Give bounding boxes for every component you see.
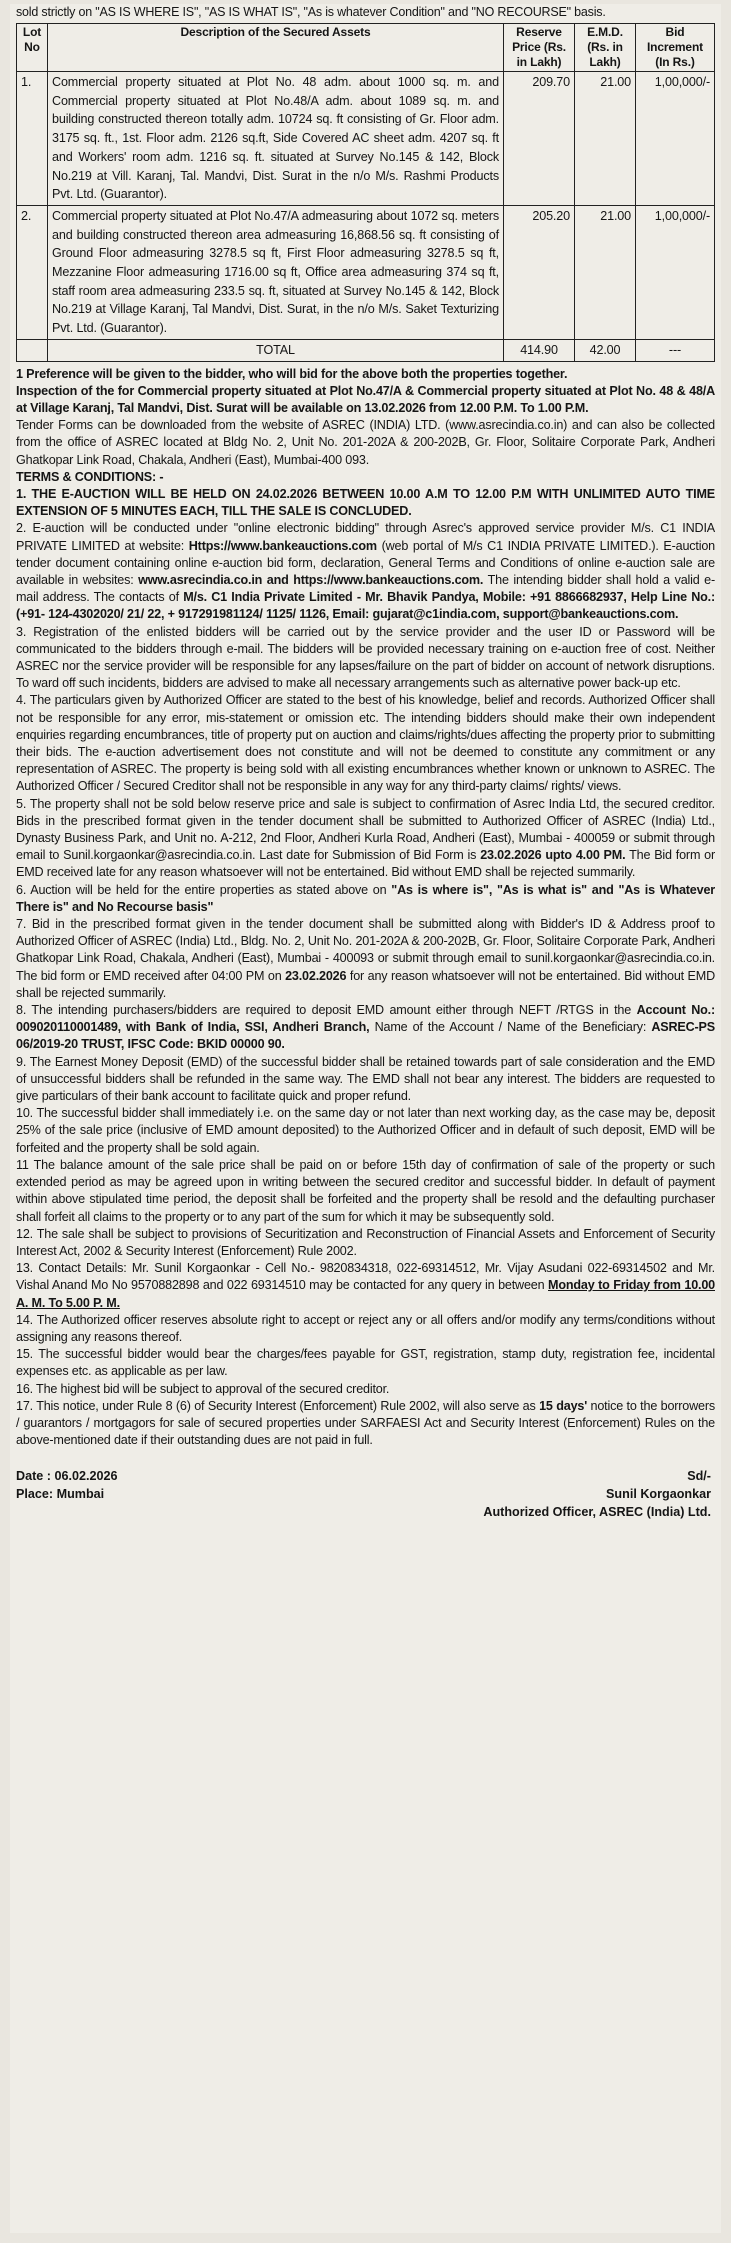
notice-page (10, 4, 721, 2233)
intro-text: sold strictly on "AS IS WHERE IS", "AS IS WHAT IS", "As is whatever Condition" and "NO RECOURSE" basis. (16, 5, 606, 19)
term-5 (16, 796, 715, 882)
emd-amount: 21.00 (575, 72, 636, 206)
notice-place: Place: Mumbai (16, 1487, 105, 1502)
asset-description: Commercial property situated at Plot No.47/A admeasuring about 1072 sq. meters and building constructed thereon area admeasuring 16,868.56 sq. ft consisting of Ground Floor admeasuring 3278.5 sq ft, First Floor admeasuring 3278.5 sq ft, Mezzanine Floor admeasuring 1716.00 sq ft, Office area admeasuring 374 sq ft, staff room area admeasuring 233.5 sq. ft, situated at Survey No.145 & 142, Block No.219 at Village Karanj, Tal Mandvi, Dist. Surat, in the n/o M/s. Saket Texturizing Pvt. Ltd. (Guarantor). (48, 205, 504, 339)
lot-number: 2. (17, 205, 48, 339)
term-8-part-c: Name of the Account / Name of the Beneficiary: (374, 1020, 647, 1035)
lot-header: Lot No (17, 24, 48, 72)
term-17-part-c: notice to the borrowers / guarantors / mortgagors for sale of secured properties under SARFAESI Act and Security Interest (Enforcement) Rules on the above-mentioned date if their outstanding dues are not paid in full. (16, 1398, 715, 1448)
term-6-part-a: 6. Auction will be held for the entire properties as stated above on (16, 882, 387, 897)
account-number: Account No.: 009020110001489, with Bank of India, SSI, Andheri Branch, (16, 1003, 716, 1035)
term-9: 9. The Earnest Money Deposit (EMD) of the successful bidder shall be retained towards part of sale consideration and the EMD of unsuccessful bidders shall be refunded in the same way. The EMD shall not bear any interest. The bidders are requested to give particulars of their bank account to facilitate quick and proper refund. (16, 1054, 715, 1104)
signatory-name: Sunil Korgaonkar (606, 1487, 711, 1502)
term-8 (16, 1002, 715, 1054)
term-16: 16. The highest bid will be subject to approval of the secured creditor. (16, 1381, 390, 1396)
bid-increment: 1,00,000/- (636, 205, 715, 339)
beneficiary: ASREC-PS 06/2019-20 TRUST, IFSC Code: BKID 00000 90. (16, 1020, 715, 1052)
total-reserve: 414.90 (504, 339, 575, 361)
term-2-part-e: The intending bidder shall hold a valid e-mail address. The contacts of (16, 572, 716, 605)
total-emd: 42.00 (575, 339, 636, 361)
emd-amount: 21.00 (575, 205, 636, 339)
term-6 (16, 882, 715, 916)
term-6-basis: "As is where is", "As is what is" and "As is Whatever There is" and No Recourse basis" (16, 882, 716, 914)
notice-body (16, 366, 715, 1450)
total-bid: --- (636, 339, 715, 361)
signature-block (483, 1467, 711, 1521)
bankeauctions-link[interactable]: Https://www.bankeauctions.com (188, 538, 377, 553)
total-row (17, 339, 715, 361)
total-label: TOTAL (48, 339, 504, 361)
inspection-text: Inspection of the for Commercial property situated at Plot No.47/A & Commercial property situated at Plot No. 48 & 48/A at Village Karanj, Tal Mandvi, Dist. Surat will be available on 13.02.2026 from 12.00 P.M. To 1.00 P.M. (16, 383, 715, 415)
emd-header: E.M.D. (Rs. in Lakh) (575, 24, 636, 72)
lot-number: 1. (17, 72, 48, 206)
term-4: 4. The particulars given by Authorized Officer are stated to the best of his knowledge, belief and records. Authorized Officer shall not be responsible for any error, mis-statement or omission etc. The intending bidders should make their own independent enquiries regarding encumbrances, title of property put on auction and claims/rights/dues affecting the property prior to submitting their bids. The e-auction advertisement does not constitute and will not be deemed to constitute any commitment or any representation of ASREC. The property is being sold with all existing encumbrances whether known or unknown to ASREC. The Authorized Officer / Secured Creditor shall not be responsible in any way for any third-party claims/ rights/ views. (16, 693, 715, 794)
description-header: Description of the Secured Assets (48, 24, 504, 72)
table-row (17, 205, 715, 339)
secured-assets-table (16, 23, 715, 362)
term-5-part-c: The Bid form or EMD received late for any reason whatsoever will not be entertained. Bid without EMD shall be rejected summarily. (16, 848, 716, 880)
term-3: 3. Registration of the enlisted bidders will be carried out by the service provider and the user ID or Password will be communicated to the bidders through e-mail. The bidders will be provided necessary training on e-auction free of cost. Neither ASREC nor the service provider will be responsible for any lapses/failure on the part of bidder on account of network disruptions. To ward off such incidents, bidders are advised to make all necessary arrangements such as alternative power back-up etc. (16, 624, 715, 691)
term-13 (16, 1260, 715, 1312)
term-7 (16, 916, 715, 1002)
term-7-part-a: 7. Bid in the prescribed format given in the tender document shall be submitted along with Bidder's ID & Address proof to Authorized Officer of ASREC (India) Ltd., Bldg. No. 2, Unit No. 201-202A & 200-202B, Gr. Floor, Solitaire Corporate Park, Andheri Ghatkopar Link Road, Chakala, Andheri (East), Mumbai - 400093 or submit through email to sunil.korgaonkar@asrecindia.co.in. The bid form or EMD received after 04:00 PM on (16, 917, 715, 983)
term-2-part-c: (web portal of M/s C1 INDIA PRIVATE LIMITED.). E-auction tender document containing online e-auction bid form, declaration, General Terms and Conditions of online e-auction sale are available in websites: (16, 538, 715, 587)
notice-footer (16, 1467, 715, 1520)
signatory-designation: Authorized Officer, ASREC (India) Ltd. (483, 1505, 711, 1520)
reserve-price: 209.70 (504, 72, 575, 206)
websites-links[interactable]: www.asrecindia.co.in and https://www.bankeauctions.com. (138, 572, 484, 587)
asset-description: Commercial property situated at Plot No. 48 adm. about 1000 sq. m. and Commercial property situated at Plot No.48/A adm. about 1089 sq. m. and building constructed thereon totally adm. 10724 sq. ft consisting of Gr. Floor adm. 3175 sq. ft., 1st. Floor adm. 2126 sq.ft, Side Covered AC sheet adm. 4207 sq. ft and Workers' room adm. 1216 sq. ft. situated at Survey No.145 & 142, Block No.219 at Vill. Karanj, Tal. Mandvi, Dist. Surat in the n/o M/s. Rashmi Products Pvt. Ltd. (Guarantor). (48, 72, 504, 206)
term-15: 15. The successful bidder would bear the charges/fees payable for GST, registration, stamp duty, registration fee, incidental expenses etc. as applicable as per law. (16, 1347, 715, 1379)
contact-hours: Monday to Friday from 10.00 A. M. To 5.00 P. M. (16, 1278, 715, 1310)
term-17 (16, 1398, 715, 1450)
term-13-part-a: 13. Contact Details: Mr. Sunil Korgaonkar - Cell No.- 9820834318, 022-69314512, Mr. Vijay Asudani 022-69314502 and Mr. Vishal Anand Mo No 9570882898 and 022 69314510 may be contacted for any query in between (16, 1261, 715, 1293)
preference-text (16, 366, 715, 383)
term-7-date: 23.02.2026 (285, 968, 347, 983)
contact-details: M/s. C1 India Private Limited - Mr. Bhavik Pandya, Mobile: +91 8866682937, Help Line No.: (+91- 124-4302020/ 21/ 22, + 917291981124/ 1125/ 1126, Email: gujarat@c1india.com, support@bankeauctions.com. (16, 590, 715, 622)
tender-forms-text: Tender Forms can be downloaded from the website of ASREC (INDIA) LTD. (www.asrecindia.co.in) and can also be collected from the office of ASREC located at Bldg No. 2, Unit No. 201-202A & 200-202B, Gr. Floor, Solitaire Corporate Park, Andheri Ghatkopar Link Road, Chakala, Andheri (East), Mumbai-400 093. (16, 418, 715, 467)
table-header-row (17, 24, 715, 72)
term-10: 10. The successful bidder shall immediately i.e. on the same day or not later than next working day, as the case may be, deposit 25% of the sale price (inclusive of EMD amount deposited) to the Authorized Officer and in default of such deposit, EMD will be forfeited and the property shall be sold again. (16, 1106, 715, 1155)
last-date: 23.02.2026 upto 4.00 PM. (480, 848, 626, 863)
notice-date: Date : 06.02.2026 (16, 1469, 118, 1484)
reserve-price: 205.20 (504, 205, 575, 339)
terms-heading: TERMS & CONDITIONS: - (16, 469, 164, 484)
term-17-part-a: 17. This notice, under Rule 8 (6) of Security Interest (Enforcement) Rule 2002, will also serve as (16, 1398, 536, 1413)
term-2-part-a: 2. E-auction will be conducted under "online electronic bidding" through Asrec's approved service provider M/s. C1 INDIA PRIVATE LIMITED at website: (16, 521, 715, 553)
term-8-part-a: 8. The intending purchasers/bidders are required to deposit EMD amount either through NEFT /RTGS in the (16, 1003, 632, 1018)
term-14: 14. The Authorized officer reserves absolute right to accept or reject any or all offers and/or modify any terms/conditions without assigning any reasons thereof. (16, 1312, 715, 1344)
preference-line: 1 Preference will be given to the bidder, who will bid for the above both the properties together. (16, 366, 568, 381)
term-11: 11 The balance amount of the sale price shall be paid on or before 15th day of confirmation of sale of the property or such extended period as may be agreed upon in writing between the secured creditor and successful bidder. In default of payment within above stipulated time period, the deposit shall be forfeited and the property shall be resold and the defaulting purchaser shall forfeit all claims to the property or to any part of the sum for which it may be subsequently sold. (16, 1157, 715, 1224)
term-5-part-a: 5. The property shall not be sold below reserve price and sale is subject to confirmation of Asrec India Ltd, the secured creditor. Bids in the prescribed format given in the tender document shall be submitted to Authorized Officer of ASREC (India) Ltd., Dynasty Business Park, and Unit no. A-212, 2nd Floor, Andheri Kurla Road, Andheri (East), Mumbai - 400059 or submit through email to Sunil.korgaonkar@asrecindia.co.in. Last date for Submission of Bid Form is (16, 796, 715, 863)
term-7-part-c: for any reason whatsoever will not be entertained. Bid without EMD shall be rejected summarily. (16, 968, 715, 1000)
bid-increment: 1,00,000/- (636, 72, 715, 206)
term-2 (16, 520, 715, 623)
term-12: 12. The sale shall be subject to provisions of Securitization and Reconstruction of Financial Assets and Enforcement of Security Interest Act, 2002 & Security Interest (Enforcement) Rule 2002. (16, 1226, 715, 1258)
signature-sd: Sd/- (687, 1469, 711, 1484)
table-row (17, 72, 715, 206)
notice-days: 15 days' (539, 1398, 588, 1413)
bid-increment-header: Bid Increment (In Rs.) (636, 24, 715, 72)
reserve-price-header: Reserve Price (Rs. in Lakh) (504, 24, 575, 72)
total-empty-cell (17, 339, 48, 361)
term-1: 1. THE E-AUCTION WILL BE HELD ON 24.02.2026 BETWEEN 10.00 A.M TO 12.00 P.M WITH UNLIMITED AUTO TIME EXTENSION OF 5 MINUTES EACH, TILL THE SALE IS CONCLUDED. (16, 486, 715, 519)
